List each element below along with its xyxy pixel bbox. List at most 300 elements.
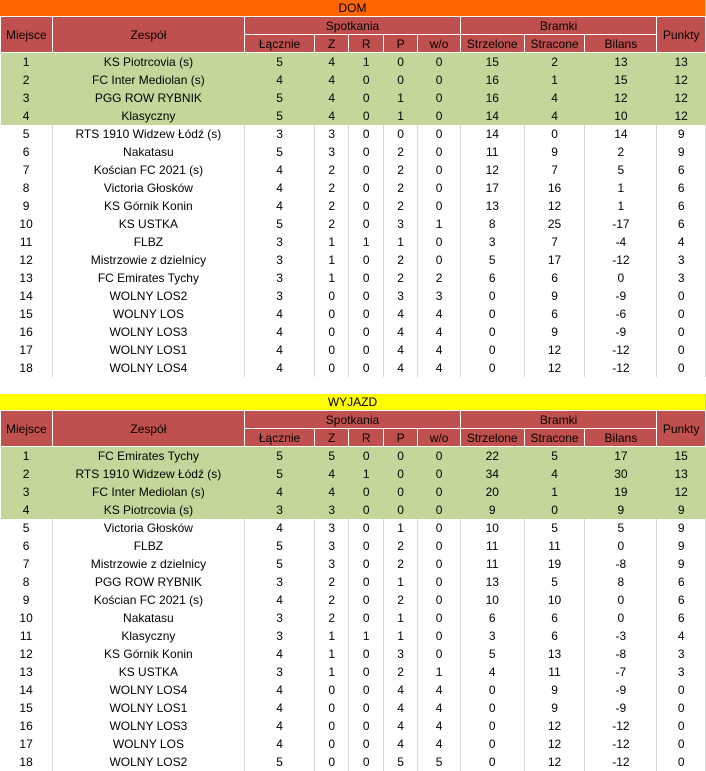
- cell-wo: 4: [418, 359, 461, 377]
- cell-strzelone: 0: [460, 287, 524, 305]
- dom-section: [0, 0, 706, 377]
- table-row: [1, 501, 706, 519]
- table-row: [1, 233, 706, 251]
- cell-miejsce: 9: [1, 591, 53, 609]
- cell-punkty: 9: [657, 125, 706, 143]
- cell-miejsce: 3: [1, 483, 53, 501]
- cell-p: 4: [383, 305, 417, 323]
- cell-lacznie: 3: [245, 251, 315, 269]
- cell-r: 1: [349, 53, 383, 72]
- cell-lacznie: 4: [245, 305, 315, 323]
- table-row: [1, 447, 706, 466]
- table-row: [1, 359, 706, 377]
- table-row: [1, 483, 706, 501]
- cell-p: 1: [383, 233, 417, 251]
- cell-p: 0: [383, 53, 417, 72]
- cell-r: 0: [349, 609, 383, 627]
- table-row: [1, 53, 706, 72]
- cell-bilans: 0: [585, 269, 657, 287]
- cell-z: 4: [315, 89, 349, 107]
- cell-p: 4: [383, 717, 417, 735]
- cell-stracone: 6: [524, 305, 585, 323]
- cell-miejsce: 11: [1, 233, 53, 251]
- table-row: [1, 555, 706, 573]
- cell-lacznie: 4: [245, 161, 315, 179]
- cell-punkty: 15: [657, 447, 706, 466]
- header-bramki: Bramki: [460, 17, 656, 35]
- cell-stracone: 0: [524, 501, 585, 519]
- cell-bilans: 19: [585, 483, 657, 501]
- cell-p: 1: [383, 89, 417, 107]
- dom-table: [0, 16, 706, 377]
- cell-z: 5: [315, 447, 349, 466]
- header-miejsce: Miejsce: [1, 411, 53, 447]
- cell-zespol: FC Inter Mediolan (s): [52, 71, 244, 89]
- cell-lacznie: 4: [245, 645, 315, 663]
- cell-strzelone: 0: [460, 699, 524, 717]
- cell-bilans: 0: [585, 537, 657, 555]
- cell-miejsce: 8: [1, 179, 53, 197]
- cell-bilans: 13: [585, 53, 657, 72]
- cell-miejsce: 8: [1, 573, 53, 591]
- cell-strzelone: 16: [460, 89, 524, 107]
- cell-z: 2: [315, 197, 349, 215]
- cell-r: 0: [349, 179, 383, 197]
- cell-miejsce: 18: [1, 359, 53, 377]
- cell-p: 5: [383, 753, 417, 771]
- cell-miejsce: 1: [1, 53, 53, 72]
- cell-p: 2: [383, 537, 417, 555]
- cell-stracone: 0: [524, 125, 585, 143]
- cell-stracone: 5: [524, 519, 585, 537]
- cell-lacznie: 5: [245, 465, 315, 483]
- cell-z: 3: [315, 501, 349, 519]
- header-zespol: Zespół: [52, 411, 244, 447]
- cell-miejsce: 3: [1, 89, 53, 107]
- cell-bilans: 1: [585, 179, 657, 197]
- cell-bilans: -12: [585, 251, 657, 269]
- cell-bilans: -17: [585, 215, 657, 233]
- cell-z: 1: [315, 627, 349, 645]
- cell-strzelone: 11: [460, 143, 524, 161]
- cell-bilans: 0: [585, 609, 657, 627]
- table-row: [1, 519, 706, 537]
- cell-strzelone: 0: [460, 323, 524, 341]
- cell-bilans: -8: [585, 555, 657, 573]
- cell-wo: 4: [418, 681, 461, 699]
- cell-strzelone: 14: [460, 107, 524, 125]
- header-lacznie: Łącznie: [245, 35, 315, 53]
- cell-punkty: 9: [657, 143, 706, 161]
- cell-bilans: 12: [585, 89, 657, 107]
- section-gap: [0, 377, 706, 394]
- wyjazd-banner: WYJAZD: [0, 394, 706, 410]
- cell-stracone: 7: [524, 161, 585, 179]
- cell-wo: 0: [418, 251, 461, 269]
- cell-r: 0: [349, 269, 383, 287]
- cell-zespol: WOLNY LOS3: [52, 323, 244, 341]
- header-punkty: Punkty: [657, 411, 706, 447]
- cell-lacznie: 4: [245, 591, 315, 609]
- cell-punkty: 3: [657, 269, 706, 287]
- cell-z: 0: [315, 699, 349, 717]
- cell-r: 0: [349, 735, 383, 753]
- cell-lacznie: 5: [245, 53, 315, 72]
- wyjazd-table-body: [1, 447, 706, 771]
- cell-punkty: 3: [657, 645, 706, 663]
- cell-wo: 0: [418, 483, 461, 501]
- cell-p: 2: [383, 197, 417, 215]
- cell-p: 0: [383, 483, 417, 501]
- cell-r: 1: [349, 627, 383, 645]
- cell-bilans: -12: [585, 359, 657, 377]
- cell-p: 4: [383, 359, 417, 377]
- cell-punkty: 0: [657, 681, 706, 699]
- cell-z: 3: [315, 143, 349, 161]
- cell-miejsce: 6: [1, 143, 53, 161]
- cell-stracone: 9: [524, 681, 585, 699]
- cell-bilans: 5: [585, 161, 657, 179]
- cell-z: 4: [315, 107, 349, 125]
- cell-stracone: 9: [524, 699, 585, 717]
- cell-zespol: Mistrzowie z dzielnicy: [52, 251, 244, 269]
- cell-p: 1: [383, 573, 417, 591]
- cell-bilans: -9: [585, 323, 657, 341]
- cell-lacznie: 5: [245, 215, 315, 233]
- cell-z: 3: [315, 125, 349, 143]
- cell-z: 3: [315, 537, 349, 555]
- cell-punkty: 3: [657, 251, 706, 269]
- cell-r: 0: [349, 573, 383, 591]
- cell-bilans: -7: [585, 663, 657, 681]
- wyjazd-table: [0, 410, 706, 771]
- cell-miejsce: 11: [1, 627, 53, 645]
- header-punkty: Punkty: [657, 17, 706, 53]
- cell-r: 0: [349, 125, 383, 143]
- cell-punkty: 3: [657, 663, 706, 681]
- cell-strzelone: 10: [460, 519, 524, 537]
- cell-punkty: 12: [657, 107, 706, 125]
- header-bramki: Bramki: [460, 411, 656, 429]
- cell-punkty: 6: [657, 609, 706, 627]
- cell-zespol: KS Górnik Konin: [52, 197, 244, 215]
- table-row: [1, 735, 706, 753]
- cell-wo: 0: [418, 161, 461, 179]
- cell-punkty: 9: [657, 519, 706, 537]
- table-row: [1, 89, 706, 107]
- cell-punkty: 0: [657, 699, 706, 717]
- cell-miejsce: 10: [1, 609, 53, 627]
- cell-lacznie: 5: [245, 89, 315, 107]
- cell-zespol: KS Piotrcovia (s): [52, 53, 244, 72]
- cell-bilans: 9: [585, 501, 657, 519]
- cell-p: 2: [383, 143, 417, 161]
- cell-r: 0: [349, 161, 383, 179]
- header-stracone: Stracone: [524, 35, 585, 53]
- header-bilans: Bilans: [585, 429, 657, 447]
- cell-p: 1: [383, 609, 417, 627]
- cell-bilans: -12: [585, 341, 657, 359]
- cell-stracone: 12: [524, 717, 585, 735]
- cell-strzelone: 22: [460, 447, 524, 466]
- header-strzelone: Strzelone: [460, 429, 524, 447]
- wyjazd-section: [0, 394, 706, 771]
- cell-lacznie: 4: [245, 717, 315, 735]
- table-row: [1, 699, 706, 717]
- cell-miejsce: 2: [1, 71, 53, 89]
- cell-miejsce: 5: [1, 125, 53, 143]
- cell-miejsce: 10: [1, 215, 53, 233]
- table-row: [1, 125, 706, 143]
- table-row: [1, 717, 706, 735]
- cell-wo: 5: [418, 753, 461, 771]
- cell-punkty: 12: [657, 483, 706, 501]
- cell-z: 1: [315, 645, 349, 663]
- cell-bilans: 30: [585, 465, 657, 483]
- cell-p: 3: [383, 287, 417, 305]
- cell-strzelone: 0: [460, 305, 524, 323]
- cell-z: 4: [315, 483, 349, 501]
- cell-lacznie: 5: [245, 107, 315, 125]
- cell-punkty: 0: [657, 323, 706, 341]
- cell-lacznie: 4: [245, 699, 315, 717]
- cell-miejsce: 18: [1, 753, 53, 771]
- cell-zespol: WOLNY LOS: [52, 735, 244, 753]
- cell-lacznie: 5: [245, 537, 315, 555]
- cell-zespol: FC Emirates Tychy: [52, 447, 244, 466]
- cell-bilans: -12: [585, 735, 657, 753]
- cell-lacznie: 4: [245, 197, 315, 215]
- cell-punkty: 9: [657, 501, 706, 519]
- cell-lacznie: 4: [245, 71, 315, 89]
- cell-r: 0: [349, 645, 383, 663]
- header-z: Z: [315, 429, 349, 447]
- cell-wo: 0: [418, 53, 461, 72]
- cell-miejsce: 15: [1, 699, 53, 717]
- cell-z: 3: [315, 555, 349, 573]
- cell-miejsce: 2: [1, 465, 53, 483]
- cell-wo: 0: [418, 501, 461, 519]
- cell-p: 0: [383, 447, 417, 466]
- table-row: [1, 269, 706, 287]
- cell-r: 0: [349, 215, 383, 233]
- cell-zespol: FLBZ: [52, 233, 244, 251]
- cell-bilans: 10: [585, 107, 657, 125]
- header-p: P: [383, 35, 417, 53]
- cell-punkty: 0: [657, 287, 706, 305]
- cell-stracone: 5: [524, 447, 585, 466]
- cell-p: 2: [383, 269, 417, 287]
- cell-punkty: 0: [657, 753, 706, 771]
- header-r: R: [349, 429, 383, 447]
- cell-p: 0: [383, 71, 417, 89]
- cell-stracone: 11: [524, 537, 585, 555]
- cell-z: 4: [315, 465, 349, 483]
- cell-p: 4: [383, 341, 417, 359]
- cell-r: 1: [349, 465, 383, 483]
- cell-punkty: 6: [657, 215, 706, 233]
- cell-stracone: 4: [524, 107, 585, 125]
- cell-wo: 0: [418, 143, 461, 161]
- cell-wo: 4: [418, 699, 461, 717]
- cell-stracone: 12: [524, 735, 585, 753]
- cell-p: 1: [383, 107, 417, 125]
- table-row: [1, 645, 706, 663]
- cell-r: 0: [349, 341, 383, 359]
- cell-p: 4: [383, 699, 417, 717]
- cell-r: 0: [349, 107, 383, 125]
- cell-miejsce: 6: [1, 537, 53, 555]
- cell-strzelone: 6: [460, 269, 524, 287]
- cell-strzelone: 10: [460, 591, 524, 609]
- cell-z: 0: [315, 305, 349, 323]
- cell-zespol: WOLNY LOS1: [52, 341, 244, 359]
- cell-lacznie: 4: [245, 179, 315, 197]
- cell-strzelone: 4: [460, 663, 524, 681]
- cell-strzelone: 5: [460, 251, 524, 269]
- header-wo: w/o: [418, 429, 461, 447]
- header-zespol: Zespół: [52, 17, 244, 53]
- cell-stracone: 12: [524, 341, 585, 359]
- cell-r: 0: [349, 323, 383, 341]
- cell-punkty: 0: [657, 305, 706, 323]
- table-row: [1, 287, 706, 305]
- dom-banner: DOM: [0, 0, 706, 16]
- table-row: [1, 197, 706, 215]
- cell-miejsce: 12: [1, 251, 53, 269]
- cell-wo: 0: [418, 125, 461, 143]
- table-row: [1, 143, 706, 161]
- cell-lacznie: 3: [245, 269, 315, 287]
- cell-r: 0: [349, 591, 383, 609]
- cell-p: 2: [383, 663, 417, 681]
- cell-bilans: 14: [585, 125, 657, 143]
- cell-stracone: 9: [524, 143, 585, 161]
- cell-lacznie: 4: [245, 519, 315, 537]
- table-row: [1, 341, 706, 359]
- cell-bilans: 1: [585, 197, 657, 215]
- cell-miejsce: 4: [1, 107, 53, 125]
- cell-strzelone: 5: [460, 645, 524, 663]
- cell-z: 0: [315, 341, 349, 359]
- cell-punkty: 12: [657, 71, 706, 89]
- cell-zespol: FC Emirates Tychy: [52, 269, 244, 287]
- cell-lacznie: 3: [245, 287, 315, 305]
- header-wo: w/o: [418, 35, 461, 53]
- cell-zespol: WOLNY LOS1: [52, 699, 244, 717]
- cell-punkty: 6: [657, 161, 706, 179]
- cell-punkty: 6: [657, 179, 706, 197]
- cell-lacznie: 5: [245, 555, 315, 573]
- cell-z: 1: [315, 233, 349, 251]
- cell-stracone: 16: [524, 179, 585, 197]
- table-row: [1, 627, 706, 645]
- table-row: [1, 609, 706, 627]
- cell-punkty: 9: [657, 537, 706, 555]
- cell-stracone: 1: [524, 71, 585, 89]
- table-row: [1, 537, 706, 555]
- cell-stracone: 2: [524, 53, 585, 72]
- cell-strzelone: 0: [460, 717, 524, 735]
- cell-zespol: WOLNY LOS4: [52, 681, 244, 699]
- cell-wo: 0: [418, 107, 461, 125]
- cell-strzelone: 34: [460, 465, 524, 483]
- cell-strzelone: 11: [460, 555, 524, 573]
- cell-zespol: WOLNY LOS2: [52, 287, 244, 305]
- cell-zespol: Nakatasu: [52, 143, 244, 161]
- cell-bilans: -3: [585, 627, 657, 645]
- cell-strzelone: 3: [460, 233, 524, 251]
- cell-strzelone: 20: [460, 483, 524, 501]
- cell-z: 0: [315, 717, 349, 735]
- cell-lacznie: 5: [245, 447, 315, 466]
- cell-stracone: 11: [524, 663, 585, 681]
- cell-strzelone: 0: [460, 359, 524, 377]
- cell-p: 3: [383, 215, 417, 233]
- cell-wo: 0: [418, 573, 461, 591]
- cell-miejsce: 13: [1, 269, 53, 287]
- cell-r: 0: [349, 287, 383, 305]
- cell-zespol: PGG ROW RYBNIK: [52, 89, 244, 107]
- table-row: [1, 107, 706, 125]
- cell-r: 0: [349, 483, 383, 501]
- cell-zespol: Kościan FC 2021 (s): [52, 161, 244, 179]
- cell-r: 0: [349, 89, 383, 107]
- header-strzelone: Strzelone: [460, 35, 524, 53]
- cell-z: 0: [315, 681, 349, 699]
- cell-r: 0: [349, 143, 383, 161]
- cell-zespol: Victoria Głosków: [52, 179, 244, 197]
- cell-miejsce: 9: [1, 197, 53, 215]
- cell-miejsce: 16: [1, 323, 53, 341]
- cell-wo: 4: [418, 735, 461, 753]
- cell-r: 0: [349, 71, 383, 89]
- cell-z: 4: [315, 53, 349, 72]
- cell-miejsce: 17: [1, 735, 53, 753]
- cell-punkty: 4: [657, 233, 706, 251]
- cell-z: 2: [315, 179, 349, 197]
- cell-bilans: -9: [585, 699, 657, 717]
- cell-zespol: FLBZ: [52, 537, 244, 555]
- cell-p: 2: [383, 591, 417, 609]
- cell-wo: 4: [418, 305, 461, 323]
- cell-miejsce: 12: [1, 645, 53, 663]
- cell-wo: 0: [418, 519, 461, 537]
- table-row: [1, 71, 706, 89]
- cell-z: 0: [315, 323, 349, 341]
- cell-wo: 0: [418, 627, 461, 645]
- table-row: [1, 251, 706, 269]
- cell-zespol: Klasyczny: [52, 107, 244, 125]
- cell-punkty: 6: [657, 573, 706, 591]
- cell-r: 0: [349, 717, 383, 735]
- table-row: [1, 663, 706, 681]
- cell-miejsce: 13: [1, 663, 53, 681]
- cell-lacznie: 4: [245, 681, 315, 699]
- cell-r: 0: [349, 447, 383, 466]
- cell-r: 0: [349, 359, 383, 377]
- cell-strzelone: 0: [460, 753, 524, 771]
- cell-zespol: KS Górnik Konin: [52, 645, 244, 663]
- cell-stracone: 6: [524, 609, 585, 627]
- cell-zespol: WOLNY LOS: [52, 305, 244, 323]
- cell-z: 0: [315, 753, 349, 771]
- cell-bilans: -12: [585, 717, 657, 735]
- cell-strzelone: 9: [460, 501, 524, 519]
- table-row: [1, 465, 706, 483]
- cell-r: 0: [349, 251, 383, 269]
- header-spotkania: Spotkania: [245, 17, 461, 35]
